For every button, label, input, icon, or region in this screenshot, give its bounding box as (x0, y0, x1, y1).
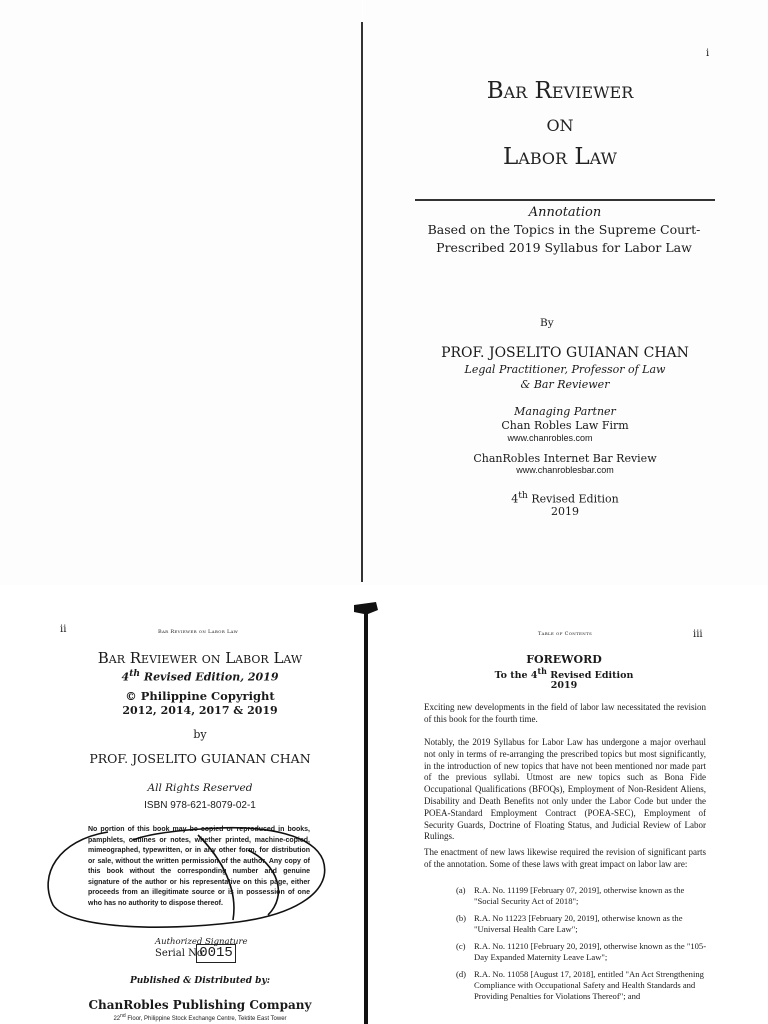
annotation-text: Based on the Topics in the Supreme Court-Prescribed 2019 Syllabus for Labor Law (427, 222, 701, 255)
edition: 4th Revised Edition, 2019 (121, 668, 279, 684)
reproduction-notice: No portion of this book may be copied or reproduced in books, pamphlets, outlines or notes, whether printed, machine-copied, mimeographed, typewritten, or in any other form, for distribution or sale, without the written permission of the author. Any copy of this book without the corresponding number and genuine signature of the author or his representative on this page, either proceeds from an illegitimate source or is in possession of one who has no authority to dispose thereof. (88, 826, 310, 907)
authorized-signature: Authorized Signature (155, 937, 248, 947)
edition-year: 2019 (551, 505, 579, 518)
title-line-2: on (546, 111, 574, 137)
book-title (410, 75, 710, 174)
author-role-line-1: Legal Practitioner, Professor of Law (464, 363, 666, 376)
bar-review-name: ChanRobles Internet Bar Review (473, 452, 657, 465)
annotation-label: Annotation (528, 205, 602, 220)
bar-review-url: www.chanroblesbar.com (516, 465, 614, 475)
title-line-3: Labor Law (503, 144, 617, 170)
foreword-paragraph: Exciting new developments in the field of labor law necessitated the revision of this book for the fourth time. (424, 702, 706, 724)
book-gutter (354, 600, 380, 1024)
author-name: PROF. JOSELITO GUIANAN CHAN (441, 345, 689, 361)
copyright-years: 2012, 2014, 2017 & 2019 (122, 704, 278, 717)
publisher-name: ChanRobles Publishing Company (88, 998, 312, 1012)
list-item: (c) R.A. No. 11210 [February 20, 2019], otherwise known as the "105-Day Expanded Maternity Leave Law"; (456, 941, 707, 963)
list-item: (a) R.A. No. 11199 [February 07, 2019], otherwise known as the "Social Security Act of 2018"; (456, 885, 685, 907)
rights-reserved: All Rights Reserved (147, 782, 253, 794)
foreword-subtitle: To the 4th Revised Edition (494, 667, 634, 682)
author-role-line-2: & Bar Reviewer (520, 378, 610, 391)
firm-url: www.chanrobles.com (507, 433, 593, 443)
book-title: Bar Reviewer on Labor Law (97, 649, 303, 667)
foreword-paragraph: The enactment of new laws likewise required the revision of significant parts of the annotation. Some of these laws with great impact on labor law are: (424, 847, 706, 869)
running-head: Bar Reviewer on Labor Law (158, 629, 238, 635)
managing-partner: Managing Partner (514, 405, 616, 418)
copyright-notice: © Philippine Copyright (125, 689, 275, 703)
page-number: ii (60, 624, 67, 635)
foreword-paragraph: Notably, the 2019 Syllabus for Labor Law has undergone a major overhaul not only in terms of re-arranging the prescribed topics but most significantly, in the introduction of new topics that have not been mentioned nor made part of the previous syllabi. Utmost are new topics such as Bona Fide Occupational Qualifications (BFOQs), Employment of Non-Resident Aliens, Disability and Death Benefits not only under the Labor Code but under the POEA-Standard Employment Contract (POEA-SEC), Employment of Security Guards, Doctrine of Floating Status, and Judicial Review of Labor Rulings. (424, 737, 706, 842)
blank-page (0, 0, 362, 585)
isbn: ISBN 978-621-8079-02-1 (144, 800, 256, 811)
signature-ink-mark (38, 820, 338, 930)
author-name: PROF. JOSELITO GUIANAN CHAN (89, 751, 311, 766)
published-by: Published & Distributed by: (129, 976, 271, 986)
by-label: by (193, 728, 207, 741)
serial-number: 0015 (196, 944, 236, 963)
title-divider (415, 199, 715, 201)
page-number: iii (693, 629, 703, 640)
serial-label: Serial No. (155, 948, 206, 959)
foreword-title: FOREWORD (526, 653, 602, 666)
list-item: (d) R.A. No. 11058 [August 17, 2018], entitled "An Act Strengthening Compliance with Occupational Safety and Health Standards and Providing Penalties for Violations Thereof"; and (456, 969, 704, 1002)
edition: 4th Revised Edition (511, 490, 619, 506)
title-line-1: Bar Reviewer (486, 78, 634, 104)
author-role (420, 362, 710, 392)
by-label: By (540, 317, 554, 329)
page-number: i (706, 48, 710, 59)
list-item: (b) R.A. No 11223 [February 20, 2019], otherwise known as the "Universal Health Care Law"; (456, 913, 683, 935)
foreword-year: 2019 (550, 680, 578, 691)
firm-name: Chan Robles Law Firm (501, 419, 629, 432)
publisher-address: 22nd Floor, Philippine Stock Exchange Centre, Tektite East Tower (113, 1013, 287, 1022)
running-head: Table of Contents (537, 631, 593, 637)
